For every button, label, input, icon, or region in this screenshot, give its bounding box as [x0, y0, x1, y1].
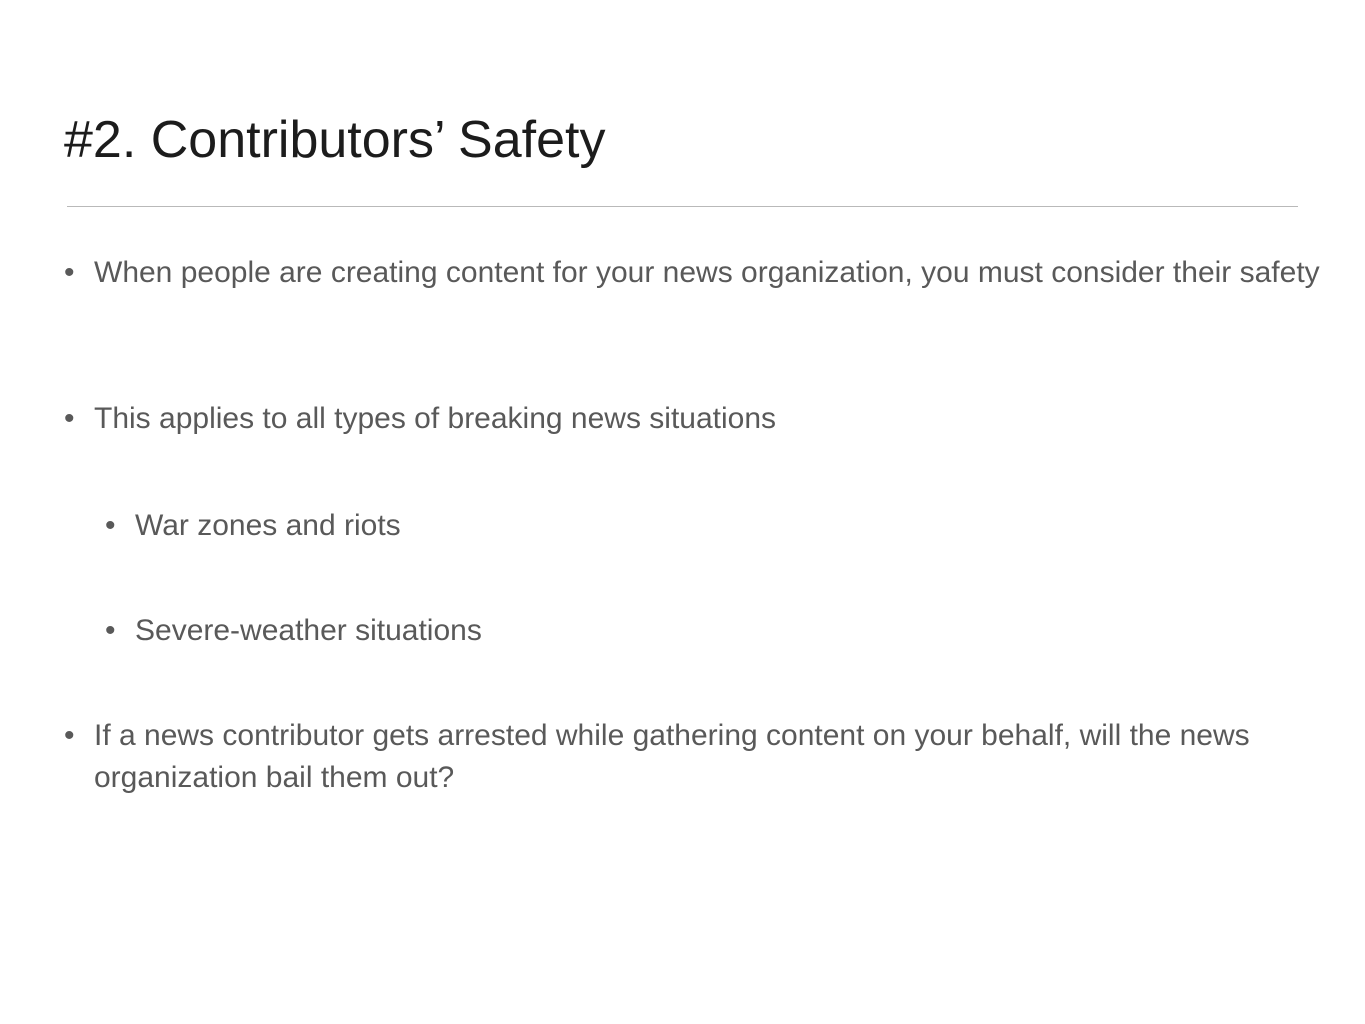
bullet-dot: • [105, 509, 116, 542]
bullet-dot: • [64, 256, 75, 289]
bullet-text: Severe-weather situations [135, 614, 482, 647]
slide-title: #2. Contributors’ Safety [64, 111, 606, 169]
title-divider [67, 206, 1298, 207]
bullet-text: If a news contributor gets arrested while gathering content on your behalf, will the news organization bail them out? [94, 719, 1250, 794]
bullet-dot: • [105, 614, 116, 647]
bullet-text: When people are creating content for your news organization, you must consider their safety [94, 256, 1320, 289]
sub-bullet-item [105, 610, 1335, 652]
sub-bullet-item [105, 505, 1335, 547]
bullet-dot: • [64, 402, 75, 435]
bullet-item [64, 252, 1334, 294]
bullet-text: War zones and riots [135, 509, 401, 542]
bullet-item [64, 715, 1334, 799]
bullet-text: This applies to all types of breaking news situations [94, 402, 777, 435]
bullet-item [64, 398, 1334, 440]
bullet-dot: • [64, 719, 75, 752]
